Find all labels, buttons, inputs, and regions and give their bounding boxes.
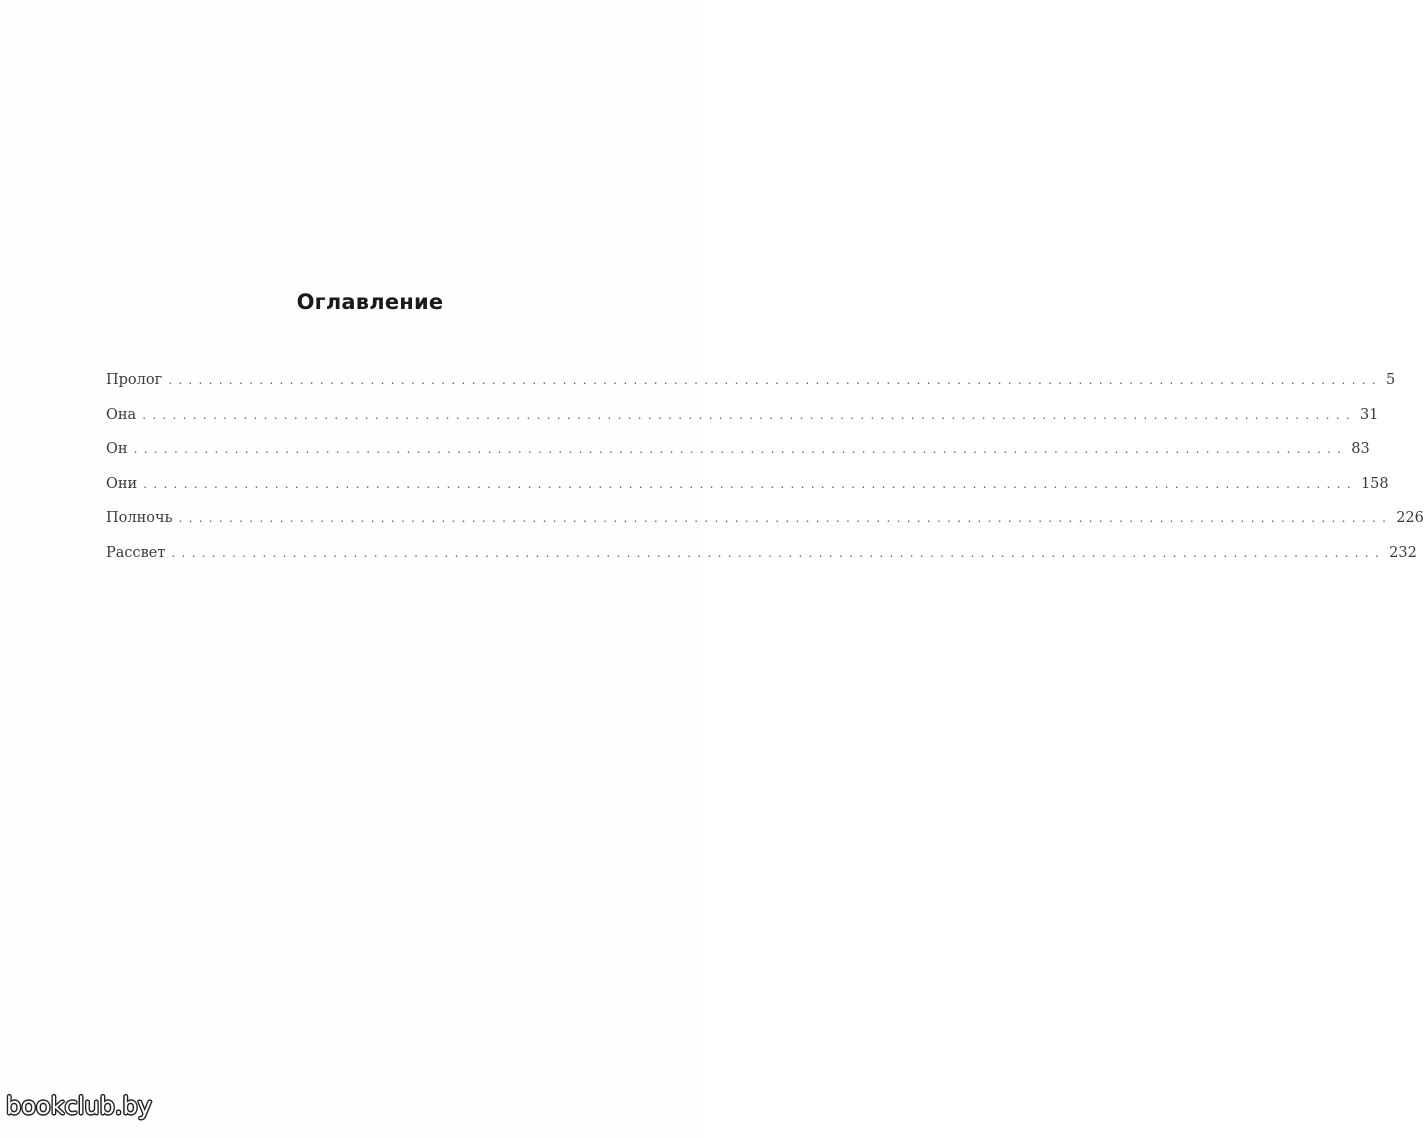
toc-entry: [106, 441, 1370, 476]
toc-entry-page: 226: [1396, 510, 1424, 526]
toc-entry: [106, 544, 1417, 580]
toc-entry-page: 83: [1351, 441, 1370, 457]
dot-leader: ........................................................................................................................: [178, 511, 1393, 525]
dot-leader: ........................................................................................................................: [168, 373, 1382, 387]
toc-entry-label: Она: [106, 406, 137, 423]
dot-leader: ........................................................................................................................: [143, 476, 1357, 491]
toc-entry: [106, 510, 1424, 545]
toc-entry-label: Полночь: [106, 510, 173, 526]
toc-entry-label: Рассвет: [106, 544, 166, 561]
toc-entry: [106, 406, 1379, 442]
toc-entry-label: Он: [106, 441, 128, 457]
table-of-contents: [106, 372, 1424, 579]
watermark: bookclub.by: [6, 1092, 152, 1120]
toc-title: Оглавление: [296, 290, 444, 314]
dot-leader: ........................................................................................................................: [133, 442, 1348, 456]
dot-leader: ........................................................................................................................: [142, 407, 1356, 422]
toc-entry-page: 31: [1359, 406, 1379, 423]
toc-entry-label: Они: [106, 475, 138, 492]
dot-leader: ........................................................................................................................: [171, 545, 1386, 560]
toc-entry-page: 158: [1360, 475, 1389, 492]
toc-entry-page: 5: [1385, 372, 1396, 388]
toc-entry-page: 232: [1389, 544, 1417, 561]
toc-entry: [106, 475, 1389, 511]
toc-entry-label: Пролог: [106, 372, 163, 388]
toc-entry: [106, 372, 1396, 407]
